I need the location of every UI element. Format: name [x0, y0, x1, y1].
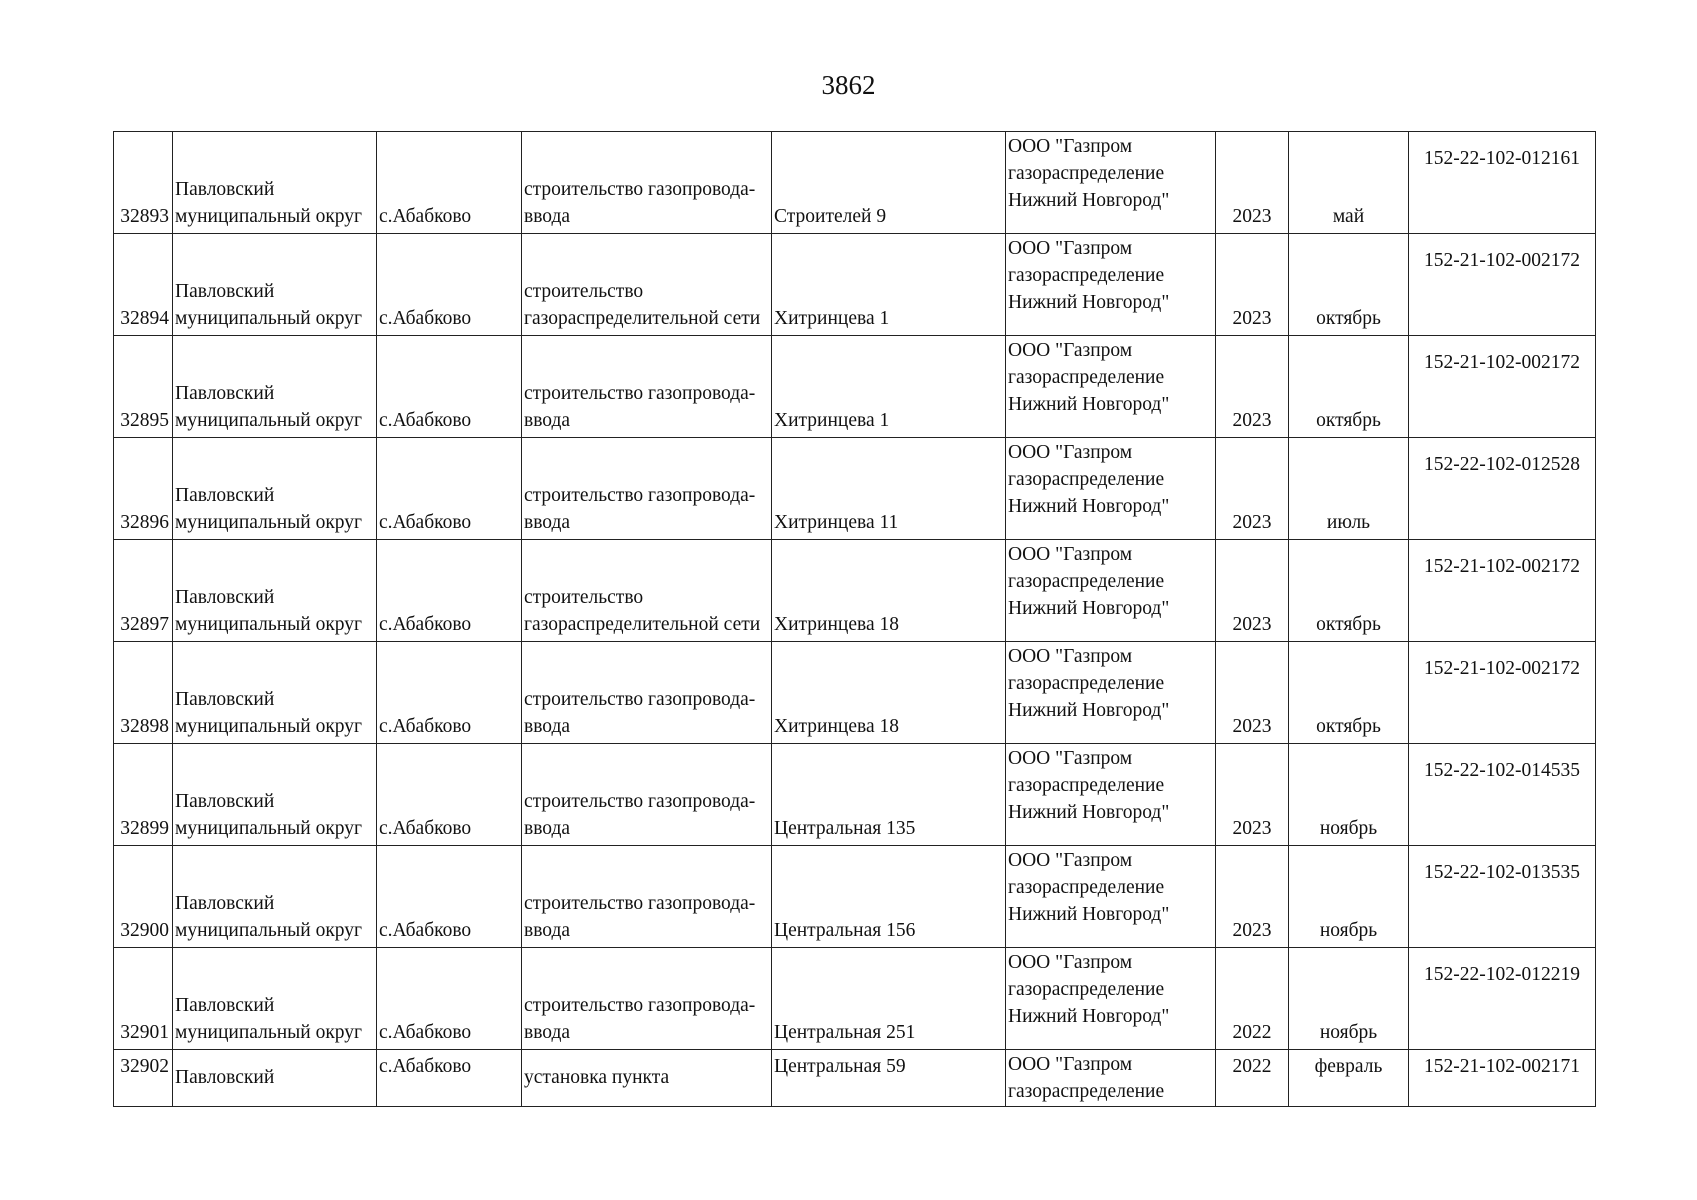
- year-cell: [1216, 438, 1289, 540]
- organization: ООО "Газпром газораспределение Нижний Новгород": [1008, 136, 1170, 211]
- work-type: строительство газораспределительной сети: [524, 586, 761, 635]
- month: ноябрь: [1319, 817, 1378, 839]
- row-number-cell: [114, 744, 173, 846]
- year-cell: [1216, 642, 1289, 744]
- table-row: [114, 846, 1596, 948]
- month-cell: [1289, 132, 1409, 234]
- organization-cell: [1006, 540, 1216, 642]
- code-cell: [1409, 948, 1596, 1050]
- row-number: 32901: [120, 1021, 169, 1043]
- settlement-cell: [377, 540, 522, 642]
- organization-cell: [1006, 336, 1216, 438]
- request-code: 152-21-102-002172: [1424, 250, 1580, 271]
- district-cell: [173, 948, 377, 1050]
- settlement: с.Абабково: [379, 1021, 472, 1043]
- row-number: 32893: [120, 205, 169, 227]
- request-code: 152-22-102-012528: [1424, 454, 1580, 475]
- work-type: строительство газопровода- ввода: [524, 892, 756, 941]
- row-number-cell: [114, 540, 173, 642]
- request-code: 152-21-102-002172: [1424, 556, 1580, 577]
- work-type: строительство газопровода- ввода: [524, 178, 756, 227]
- district-cell: [173, 1050, 377, 1107]
- district: Павловский муниципальный округ: [175, 280, 363, 329]
- organization-cell: [1006, 744, 1216, 846]
- settlement-cell: [377, 336, 522, 438]
- settlement: с.Абабково: [379, 409, 472, 431]
- row-number-cell: [114, 1050, 173, 1107]
- settlement: с.Абабково: [379, 919, 472, 941]
- district-cell: [173, 234, 377, 336]
- month-cell: [1289, 234, 1409, 336]
- work-type-cell: [522, 948, 772, 1050]
- district-cell: [173, 540, 377, 642]
- district: Павловский муниципальный округ: [175, 178, 363, 227]
- work-type-cell: [522, 438, 772, 540]
- work-type-cell: [522, 540, 772, 642]
- year: 2023: [1232, 613, 1272, 635]
- work-type: строительство газопровода- ввода: [524, 994, 756, 1043]
- settlement-cell: [377, 744, 522, 846]
- code-cell: [1409, 1050, 1596, 1107]
- organization-cell: [1006, 438, 1216, 540]
- year-cell: [1216, 948, 1289, 1050]
- settlement: с.Абабково: [379, 511, 472, 533]
- month-cell: [1289, 336, 1409, 438]
- month-cell: [1289, 948, 1409, 1050]
- row-number: 32894: [120, 307, 169, 329]
- code-cell: [1409, 540, 1596, 642]
- code-cell: [1409, 744, 1596, 846]
- row-number-cell: [114, 642, 173, 744]
- row-number: 32899: [120, 817, 169, 839]
- settlement-cell: [377, 948, 522, 1050]
- work-type: строительство газопровода- ввода: [524, 790, 756, 839]
- organization: ООО "Газпром газораспределение Нижний Новгород": [1008, 646, 1170, 721]
- settlement: с.Абабково: [379, 307, 472, 329]
- month: май: [1332, 205, 1365, 227]
- settlement-cell: [377, 642, 522, 744]
- request-code: 152-21-102-002171: [1424, 1055, 1580, 1077]
- row-number-cell: [114, 234, 173, 336]
- work-type-cell: [522, 642, 772, 744]
- year: 2023: [1232, 919, 1272, 941]
- address-cell: [772, 1050, 1006, 1107]
- year: 2022: [1232, 1055, 1272, 1077]
- request-code: 152-22-102-012219: [1424, 964, 1580, 985]
- month: февраль: [1314, 1055, 1383, 1077]
- organization: ООО "Газпром газораспределение Нижний Новгород": [1008, 748, 1170, 823]
- table-row: [114, 744, 1596, 846]
- address: Строителей 9: [774, 205, 887, 227]
- year-cell: [1216, 744, 1289, 846]
- settlement: с.Абабково: [379, 715, 472, 737]
- code-cell: [1409, 846, 1596, 948]
- district: Павловский муниципальный округ: [175, 586, 363, 635]
- month: октябрь: [1316, 409, 1381, 431]
- year-cell: [1216, 540, 1289, 642]
- district-cell: [173, 846, 377, 948]
- request-code: 152-22-102-013535: [1424, 862, 1580, 883]
- organization: ООО "Газпром газораспределение Нижний Новгород": [1008, 340, 1170, 415]
- organization-cell: [1006, 948, 1216, 1050]
- work-type-cell: [522, 132, 772, 234]
- address-cell: [772, 438, 1006, 540]
- organization-cell: [1006, 642, 1216, 744]
- settlement-cell: [377, 438, 522, 540]
- organization: ООО "Газпром газораспределение Нижний Новгород": [1008, 442, 1170, 517]
- year: 2022: [1232, 1021, 1272, 1043]
- settlement-cell: [377, 132, 522, 234]
- year: 2023: [1232, 205, 1272, 227]
- month: июль: [1326, 511, 1371, 533]
- year: 2023: [1232, 409, 1272, 431]
- organization: ООО "Газпром газораспределение Нижний Новгород": [1008, 952, 1170, 1027]
- district: Павловский муниципальный округ: [175, 688, 363, 737]
- table-row: [114, 948, 1596, 1050]
- organization-cell: [1006, 234, 1216, 336]
- work-type: строительство газопровода- ввода: [524, 688, 756, 737]
- work-type-cell: [522, 1050, 772, 1107]
- month-cell: [1289, 642, 1409, 744]
- request-code: 152-22-102-012161: [1424, 148, 1580, 169]
- row-number: 32896: [120, 511, 169, 533]
- month-cell: [1289, 1050, 1409, 1107]
- address-cell: [772, 540, 1006, 642]
- month-cell: [1289, 540, 1409, 642]
- district-cell: [173, 642, 377, 744]
- settlement-cell: [377, 234, 522, 336]
- row-number: 32895: [120, 409, 169, 431]
- organization: ООО "Газпром газораспределение Нижний Новгород": [1008, 238, 1170, 313]
- district: Павловский муниципальный округ: [175, 382, 363, 431]
- month: ноябрь: [1319, 919, 1378, 941]
- year-cell: [1216, 846, 1289, 948]
- work-type-cell: [522, 744, 772, 846]
- district: Павловский муниципальный округ: [175, 892, 363, 941]
- address: Центральная 59: [774, 1055, 906, 1077]
- row-number: 32902: [120, 1055, 169, 1077]
- row-number: 32898: [120, 715, 169, 737]
- year: 2023: [1232, 715, 1272, 737]
- work-type: установка пункта: [524, 1066, 670, 1088]
- organization: ООО "Газпром газораспределение: [1008, 1054, 1165, 1102]
- settlement: с.Абабково: [379, 205, 472, 227]
- address-cell: [772, 744, 1006, 846]
- page-number: 3862: [821, 70, 876, 100]
- organization-cell: [1006, 846, 1216, 948]
- row-number-cell: [114, 336, 173, 438]
- address: Хитринцева 1: [774, 307, 890, 329]
- work-type: строительство газораспределительной сети: [524, 280, 761, 329]
- month: октябрь: [1316, 307, 1381, 329]
- organization: ООО "Газпром газораспределение Нижний Новгород": [1008, 850, 1170, 925]
- work-type-cell: [522, 846, 772, 948]
- month-cell: [1289, 744, 1409, 846]
- code-cell: [1409, 438, 1596, 540]
- address-cell: [772, 642, 1006, 744]
- year-cell: [1216, 234, 1289, 336]
- settlement: с.Абабково: [379, 1055, 472, 1077]
- month: октябрь: [1316, 715, 1381, 737]
- month-cell: [1289, 438, 1409, 540]
- month: ноябрь: [1319, 1021, 1378, 1043]
- table-row: [114, 540, 1596, 642]
- year-cell: [1216, 336, 1289, 438]
- year: 2023: [1232, 511, 1272, 533]
- address: Хитринцева 18: [774, 715, 899, 737]
- address-cell: [772, 846, 1006, 948]
- settlement: с.Абабково: [379, 817, 472, 839]
- month-cell: [1289, 846, 1409, 948]
- district-cell: [173, 438, 377, 540]
- work-type-cell: [522, 234, 772, 336]
- address-cell: [772, 336, 1006, 438]
- table-row: [114, 234, 1596, 336]
- row-number-cell: [114, 132, 173, 234]
- table-row: [114, 132, 1596, 234]
- row-number: 32900: [120, 919, 169, 941]
- code-cell: [1409, 234, 1596, 336]
- settlement-cell: [377, 1050, 522, 1107]
- month: октябрь: [1316, 613, 1381, 635]
- table-row: [114, 642, 1596, 744]
- year: 2023: [1232, 307, 1272, 329]
- district: Павловский муниципальный округ: [175, 484, 363, 533]
- row-number: 32897: [120, 613, 169, 635]
- district-cell: [173, 132, 377, 234]
- address: Центральная 135: [774, 817, 916, 839]
- request-code: 152-22-102-014535: [1424, 760, 1580, 781]
- address: Центральная 251: [774, 1021, 916, 1043]
- work-type-cell: [522, 336, 772, 438]
- row-number-cell: [114, 438, 173, 540]
- code-cell: [1409, 132, 1596, 234]
- address-cell: [772, 948, 1006, 1050]
- year-cell: [1216, 132, 1289, 234]
- district: Павловский муниципальный округ: [175, 790, 363, 839]
- address: Хитринцева 1: [774, 409, 890, 431]
- organization-cell: [1006, 132, 1216, 234]
- work-type: строительство газопровода- ввода: [524, 382, 756, 431]
- table-row: [114, 438, 1596, 540]
- address-cell: [772, 234, 1006, 336]
- district-cell: [173, 744, 377, 846]
- year: 2023: [1232, 817, 1272, 839]
- settlement: с.Абабково: [379, 613, 472, 635]
- row-number-cell: [114, 948, 173, 1050]
- address-cell: [772, 132, 1006, 234]
- organization-cell: [1006, 1050, 1216, 1107]
- code-cell: [1409, 642, 1596, 744]
- gas-objects-table: [113, 131, 1596, 1107]
- request-code: 152-21-102-002172: [1424, 658, 1580, 679]
- district-cell: [173, 336, 377, 438]
- request-code: 152-21-102-002172: [1424, 352, 1580, 373]
- address: Хитринцева 18: [774, 613, 899, 635]
- code-cell: [1409, 336, 1596, 438]
- row-number-cell: [114, 846, 173, 948]
- settlement-cell: [377, 846, 522, 948]
- table-row: [114, 336, 1596, 438]
- district: Павловский муниципальный округ: [175, 994, 363, 1043]
- address: Центральная 156: [774, 919, 916, 941]
- organization: ООО "Газпром газораспределение Нижний Новгород": [1008, 544, 1170, 619]
- work-type: строительство газопровода- ввода: [524, 484, 756, 533]
- year-cell: [1216, 1050, 1289, 1107]
- address: Хитринцева 11: [774, 511, 899, 533]
- district: Павловский: [175, 1066, 275, 1088]
- table-row-partial: [114, 1050, 1596, 1107]
